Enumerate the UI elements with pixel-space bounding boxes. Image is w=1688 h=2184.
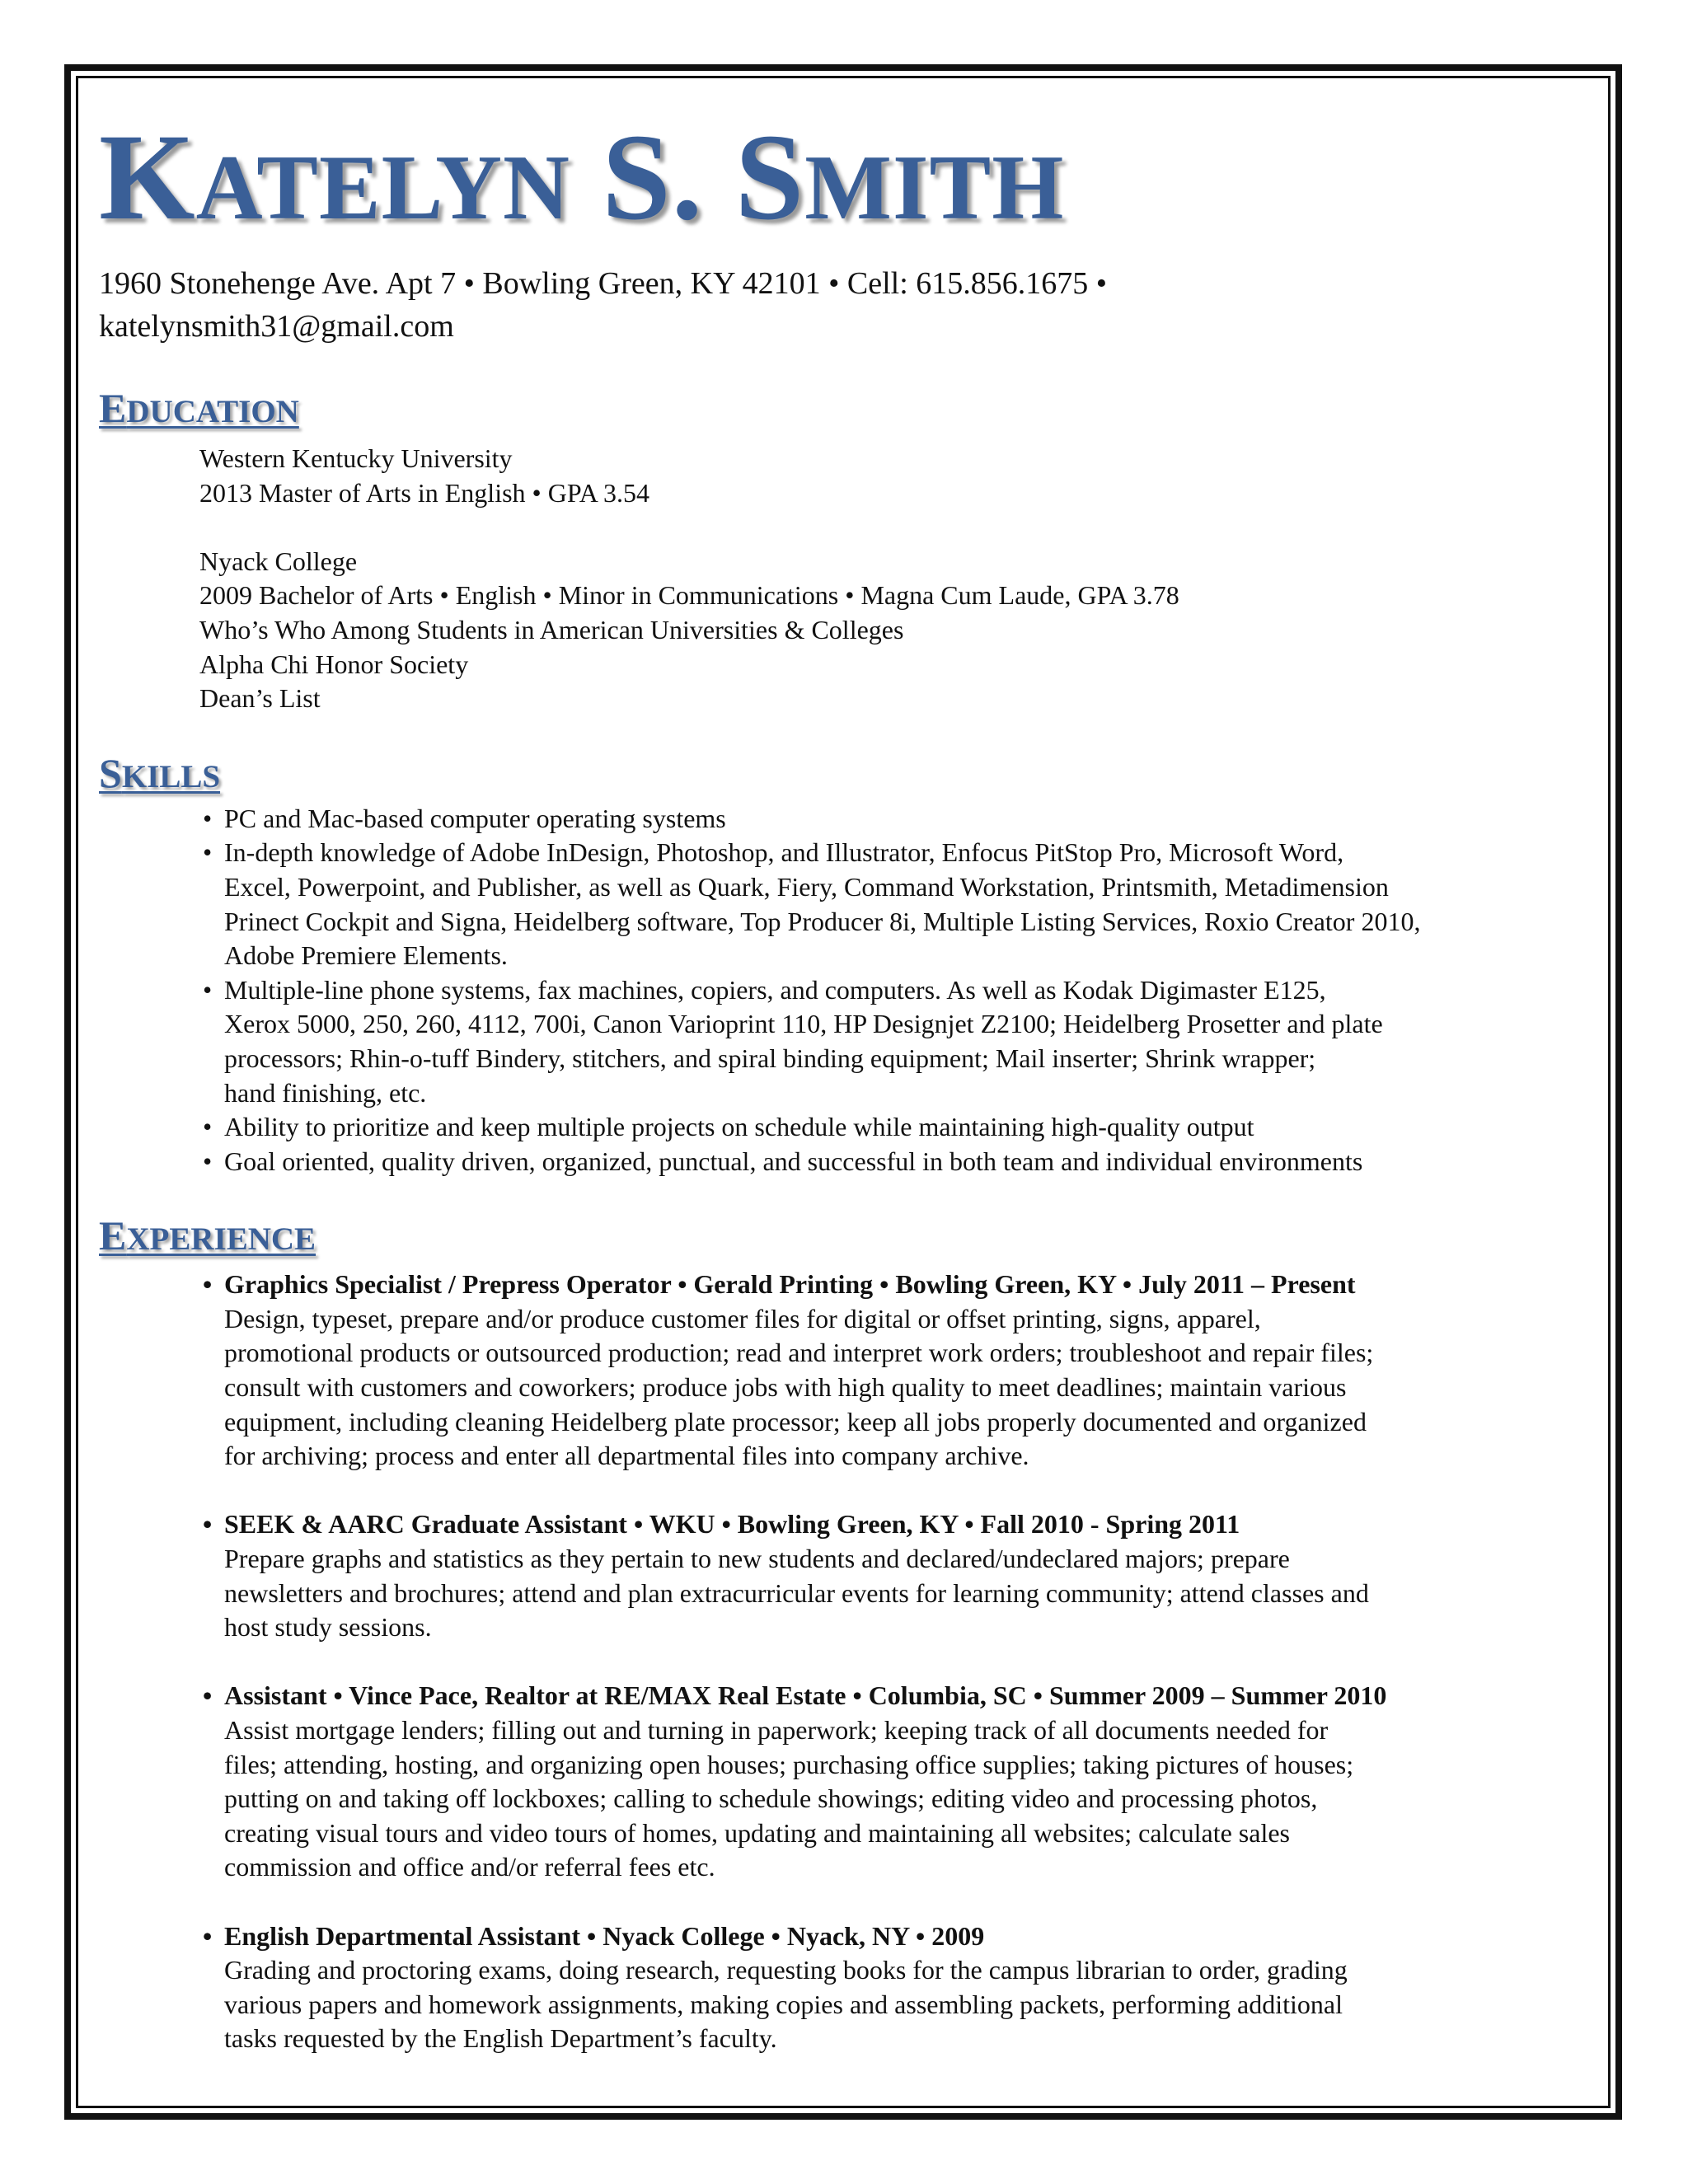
education-line: 2009 Bachelor of Arts • English • Minor in Communications • Magna Cum Laude, GPA 3.78 [199,580,1179,611]
candidate-name: KATELYN S. SMITH [99,109,1065,246]
bullet: • [203,974,213,1005]
contact-address-line: 1960 Stonehenge Ave. Apt 7 • Bowling Green, KY 42101 • Cell: 615.856.1675 • [99,266,1108,301]
education-line: Dean’s List [199,683,321,714]
job-entry: • Assistant • Vince Pace, Realtor at RE/MAX Real Estate • Columbia, SC • Summer 2009 – Summer 2010 Assist mortgage lenders; filling out and turning in paperwork; keeping track of all documents needed for files; attending, hosting, and organizing open houses; purchasing office supplies; taking pictures of houses; putting on and taking off lockboxes; calling to schedule showings; editing video and processing photos, creating visual tours and video tours of homes, updating and maintaining all websites; calculate sales commission and office and/or referral fees etc. [199,1679,1582,1885]
bullet: • [203,1112,213,1142]
education-line: 2013 Master of Arts in English • GPA 3.54 [199,477,650,508]
job-entry: • Graphics Specialist / Prepress Operator • Gerald Printing • Bowling Green, KY • July 2011 – Present Design, typeset, prepare and/or produce customer files for digital or offset printing, signs, apparel, promotional products or outsourced production; read and interpret work orders; troubleshoot and repair files; consult with customers and coworkers; produce jobs with high quality to meet deadlines; maintain various equipment, including cleaning Heidelberg plate processor; keep all jobs properly documented and organized for archiving; process and enter all departmental files into company archive. [199,1268,1582,1474]
job-entry: • SEEK & AARC Graduate Assistant • WKU • Bowling Green, KY • Fall 2010 - Spring 2011 Prepare graphs and statistics as they pertain to new students and declared/undeclared majors; prepare newsletters and brochures; attend and plan extracurricular events for learning community; attend classes and host study sessions. [199,1507,1582,1644]
skill-item: • Multiple-line phone systems, fax machines, copiers, and computers. As well as Kodak Digimaster E125, Xerox 5000, 250, 260, 4112, 700i, Canon Varioprint 110, HP Designjet Z2100; Heidelberg Prosetter and plate processors; Rhin-o-tuff Bindery, stitchers, and spiral binding equipment; Mail inserter; Shrink wrapper; hand finishing, etc. [203,974,1383,1108]
bullet: • [203,803,213,833]
job-title: Assistant • Vince Pace, Realtor at RE/MAX Real Estate • Columbia, SC • Summer 2009 – Summer 2010 [224,1680,1387,1711]
skill-item: • Goal oriented, quality driven, organized, punctual, and successful in both team and individual environments [199,1145,1582,1179]
resume [99,109,1582,2056]
contact-info [99,262,1582,348]
job-entry: • English Departmental Assistant • Nyack College • Nyack, NY • 2009 Grading and proctoring exams, doing research, requesting books for the campus librarian to order, grading various papers and homework assignments, making copies and assembling packets, performing additional tasks requested by the English Department’s faculty. [199,1919,1582,2056]
bullet: • [203,837,213,868]
job-title: Graphics Specialist / Prepress Operator • Gerald Printing • Bowling Green, KY • July 2011 – Present [224,1269,1356,1300]
education-line: Nyack College [199,546,358,576]
skill-item: • In-depth knowledge of Adobe InDesign, Photoshop, and Illustrator, Enfocus PitStop Pro, Microsoft Word, Excel, Powerpoint, and Publisher, as well as Quark, Fiery, Command Workstation, Printsmith, Metadimension Prinect Cockpit and Signa, Heidelberg software, Top Producer 8i, Multiple Listing Services, Roxio Creator 2010, Adobe Premiere Elements. [203,837,1421,971]
skills-heading: SKILLS [99,749,221,796]
experience-section [199,1268,1582,2056]
skill-item: • Ability to prioritize and keep multiple projects on schedule while maintaining high-quality output [199,1110,1582,1145]
experience-heading: EXPERIENCE [99,1212,316,1259]
contact-email: katelynsmith31@gmail.com [99,309,454,344]
skills-section [199,802,1582,1179]
job-title: SEEK & AARC Graduate Assistant • WKU • Bowling Green, KY • Fall 2010 - Spring 2011 [224,1509,1240,1540]
education-line: Western Kentucky University [199,443,513,473]
education-line: Alpha Chi Honor Society [199,649,469,679]
job-title: English Departmental Assistant • Nyack College • Nyack, NY • 2009 [224,1920,985,1951]
education-section [199,442,1582,716]
bullet: • [203,1509,213,1540]
bullet: • [203,1920,213,1951]
bullet: • [203,1146,213,1176]
education-heading: EDUCATION [99,385,299,431]
bullet: • [203,1680,213,1711]
skill-item: • PC and Mac-based computer operating systems [199,802,1582,837]
education-line: Who’s Who Among Students in American Universities & Colleges [199,614,904,644]
bullet: • [203,1269,213,1300]
